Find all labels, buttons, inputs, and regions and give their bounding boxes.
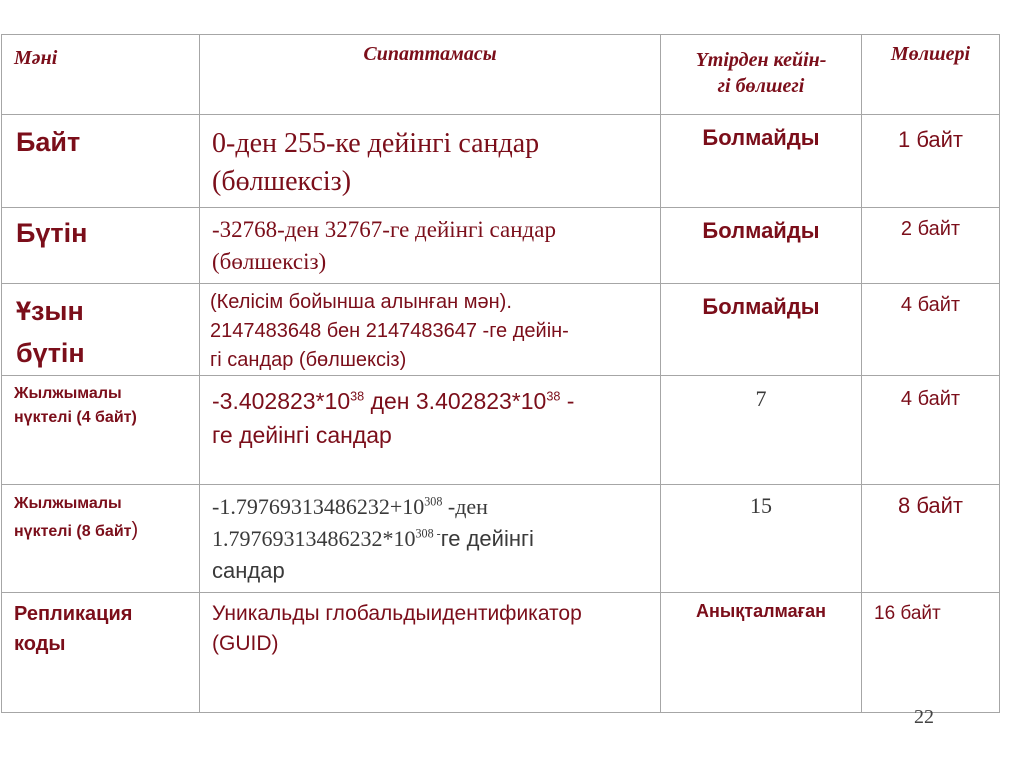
description-line: ге дейінгі сандар xyxy=(212,422,392,448)
header-fraction-line2: гі бөлшегі xyxy=(717,75,805,97)
cell-description xyxy=(200,593,661,713)
header-row xyxy=(2,35,1000,115)
cell-size xyxy=(862,208,1000,284)
size-value: 4 байт xyxy=(900,294,961,316)
type-description xyxy=(200,208,660,278)
type-name: Бүтін xyxy=(16,218,88,248)
size-value: 8 байт xyxy=(897,493,964,518)
cell-name xyxy=(2,485,200,593)
type-name-line: Жылжымалы xyxy=(14,495,122,512)
description-line xyxy=(212,491,660,523)
table-row xyxy=(2,376,1000,485)
description-line: (GUID) xyxy=(212,632,279,655)
type-name xyxy=(2,376,199,430)
description-line xyxy=(212,523,660,555)
type-name: Байт xyxy=(16,127,81,157)
type-name-line: Ұзын xyxy=(16,296,84,326)
cell-name xyxy=(2,376,200,485)
type-description xyxy=(200,284,660,375)
table-row xyxy=(2,284,1000,376)
description-line: гі сандар (бөлшексіз) xyxy=(210,349,407,371)
table-row xyxy=(2,115,1000,208)
cell-fraction xyxy=(661,593,862,713)
size-value: 1 байт xyxy=(897,127,964,152)
cell-fraction xyxy=(661,208,862,284)
range-dash: - xyxy=(433,526,441,541)
cell-name xyxy=(2,593,200,713)
exponent: 38 xyxy=(350,389,365,404)
type-name-line xyxy=(14,517,199,545)
range-start: -1.79769313486232+10 xyxy=(212,494,425,519)
size-value: 2 байт xyxy=(900,218,961,240)
cell-fraction xyxy=(661,485,862,593)
type-description xyxy=(200,593,660,659)
cell-size xyxy=(862,284,1000,376)
header-cell-fraction xyxy=(661,35,862,115)
exponent: 308 xyxy=(424,494,443,509)
cell-name xyxy=(2,284,200,376)
exponent: 308 xyxy=(415,526,434,541)
fraction-value: Болмайды xyxy=(702,294,820,319)
type-name-line: бүтін xyxy=(16,338,85,368)
cell-description xyxy=(200,485,661,593)
type-name-line: Репликация xyxy=(14,603,133,625)
cell-size xyxy=(862,376,1000,485)
type-name-paren: ) xyxy=(131,519,139,541)
cell-size xyxy=(862,485,1000,593)
type-description xyxy=(200,115,660,201)
type-description xyxy=(200,376,660,452)
description-line: (Келісім бойынша алынған мән). xyxy=(210,291,512,313)
range-start: -3.402823*10 xyxy=(212,388,351,414)
cell-size xyxy=(862,115,1000,208)
size-value: 4 байт xyxy=(900,388,961,410)
fraction-value: Анықталмаған xyxy=(696,601,826,621)
header-size: Мөлшері xyxy=(890,43,971,65)
fraction-value: 7 xyxy=(755,386,767,411)
cell-size xyxy=(862,593,1000,713)
type-description xyxy=(200,485,660,587)
description-line xyxy=(212,384,660,418)
header-value: Мәні xyxy=(14,47,58,69)
type-name-text: нүктелі (8 байт xyxy=(14,523,132,540)
description-line: 2147483648 бен 2147483647 -ге дейін- xyxy=(210,320,569,342)
type-name-line: нүктелі (4 байт) xyxy=(14,409,137,426)
type-name xyxy=(2,593,199,659)
header-fraction-line1: Үтірден кейін- xyxy=(695,49,827,71)
description-line: 0-ден 255-ке дейінгі сандар xyxy=(212,128,540,159)
cell-description xyxy=(200,208,661,284)
type-name-line: коды xyxy=(14,633,66,655)
type-name xyxy=(2,485,199,545)
cell-name xyxy=(2,208,200,284)
header-cell-value xyxy=(2,35,200,115)
table-row xyxy=(2,485,1000,593)
cell-fraction xyxy=(661,376,862,485)
description-line: сандар xyxy=(212,558,285,583)
cell-fraction xyxy=(661,115,862,208)
table-row xyxy=(2,208,1000,284)
range-end: ден 3.402823*10 xyxy=(364,388,547,414)
header-cell-size xyxy=(862,35,1000,115)
data-types-table xyxy=(1,34,1000,713)
fraction-value: Болмайды xyxy=(702,218,820,243)
type-name xyxy=(2,284,199,374)
cell-description xyxy=(200,115,661,208)
range-connector: -ден xyxy=(442,494,488,519)
fraction-value: 15 xyxy=(750,493,772,518)
cell-fraction xyxy=(661,284,862,376)
size-value: 16 байт xyxy=(874,603,941,624)
range-suffix: - xyxy=(560,388,575,414)
fraction-value: Болмайды xyxy=(702,125,820,150)
header-fraction xyxy=(661,35,861,99)
description-line: (бөлшексіз) xyxy=(212,166,352,197)
exponent: 38 xyxy=(546,389,561,404)
page-number: 22 xyxy=(914,706,934,728)
description-line: Уникальды глобальдыидентификатор xyxy=(212,602,582,625)
header-cell-description xyxy=(200,35,661,115)
description-line: -32768-ден 32767-ге дейінгі сандар xyxy=(212,217,556,242)
cell-description xyxy=(200,284,661,376)
range-end: 1.79769313486232*10 xyxy=(212,526,416,551)
cell-name xyxy=(2,115,200,208)
range-suffix: ге дейінгі xyxy=(440,526,534,551)
header-description: Сипаттамасы xyxy=(363,43,497,65)
description-line: (бөлшексіз) xyxy=(212,249,327,274)
cell-description xyxy=(200,376,661,485)
table-row xyxy=(2,593,1000,713)
type-name-line: Жылжымалы xyxy=(14,385,122,402)
